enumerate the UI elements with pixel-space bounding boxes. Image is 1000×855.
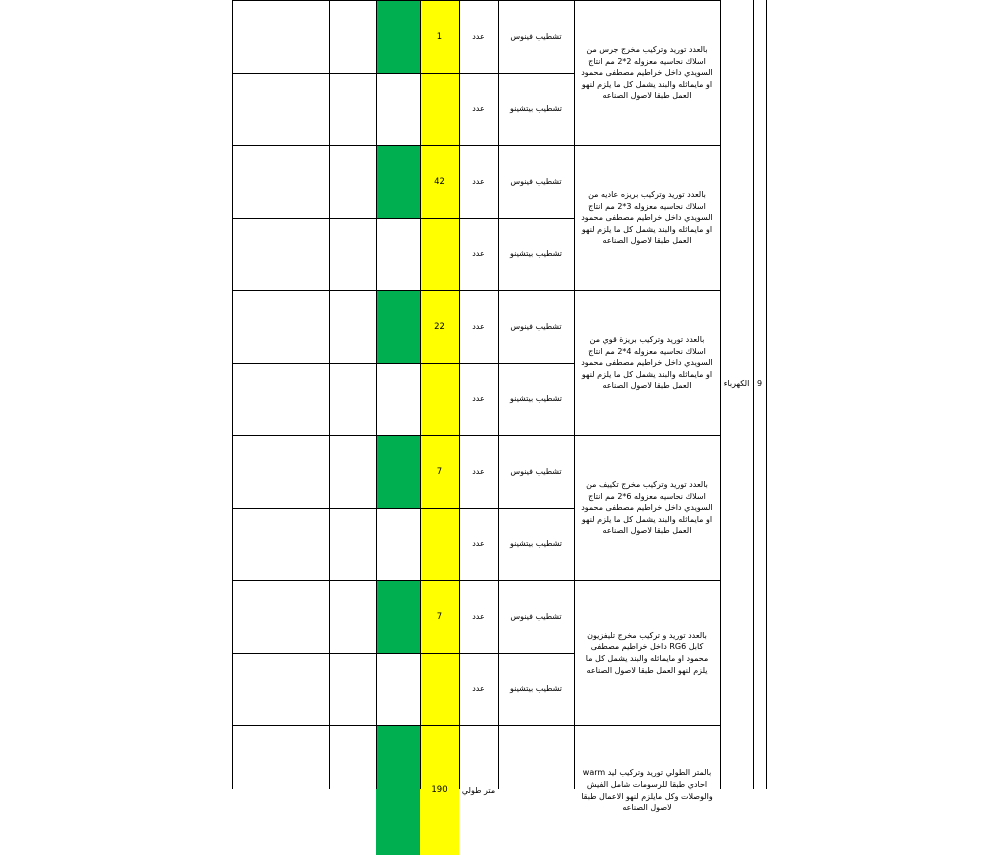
empty-cell	[329, 218, 376, 291]
status-cell	[376, 653, 420, 726]
item-description: بالعدد توريد وتركيب بريزة قوي من اسلاك نحاسيه معزوله 4*2 مم انتاج السويدي داخل خراطيم مصطفى محمود او مايماثله والبند يشمل كل ما يلزم لنهو العمل طبقا لاصول الصناعه	[574, 290, 720, 435]
finish-cell: تشطيب فينوس	[498, 145, 574, 218]
status-cell	[376, 145, 420, 218]
empty-cell	[233, 580, 329, 653]
finish-cell	[498, 725, 574, 855]
empty-cell	[329, 725, 376, 855]
empty-cell	[233, 508, 329, 581]
unit-cell: عدد	[459, 653, 498, 726]
status-cell	[376, 725, 420, 855]
status-cell	[376, 580, 420, 653]
unit-cell: عدد	[459, 145, 498, 218]
quantity-cell: 1	[420, 0, 459, 73]
quantity-cell: 190	[420, 725, 459, 855]
finish-cell: تشطيب فينوس	[498, 435, 574, 508]
empty-cell	[233, 290, 329, 363]
unit-cell: عدد	[459, 363, 498, 436]
item-description: بالمتر الطولي توريد وتركيب ليد warm احادي طبقا للرسومات شامل الفيش والوصلات وكل مايلزم لنهو الاعمال طبقا لاصول الصناعه	[574, 725, 720, 855]
quantity-cell	[420, 73, 459, 146]
quantity-cell	[420, 508, 459, 581]
unit-cell: عدد	[459, 0, 498, 73]
quantity-cell: 7	[420, 580, 459, 653]
item-description: بالعدد توريد وتركيب مخرج تكييف من اسلاك نحاسيه معزوله 6*2 مم انتاج السويدي داخل خراطيم مصطفى محمود او مايماثله والبند يشمل كل ما يلزم لنهو العمل طبقا لاصول الصناعه	[574, 435, 720, 580]
status-cell	[376, 363, 420, 436]
finish-cell: تشطيب بيتشينو	[498, 73, 574, 146]
status-cell	[376, 508, 420, 581]
column-divider	[720, 0, 721, 789]
finish-cell: تشطيب فينوس	[498, 290, 574, 363]
empty-cell	[233, 653, 329, 726]
empty-cell	[233, 363, 329, 436]
column-divider	[420, 0, 421, 789]
column-divider	[574, 0, 575, 789]
empty-cell	[233, 435, 329, 508]
empty-cell	[329, 580, 376, 653]
item-description: بالعدد توريد و تركيب مخرج تليفزيون كابل RG6 داخل خراطيم مصطفى محمود او مايماثله والبند يشمل كل ما يلزم لنهو العمل طبقا لاصول الصناعه	[574, 580, 720, 725]
category-number: 9	[756, 379, 763, 389]
status-cell	[376, 73, 420, 146]
empty-cell	[329, 435, 376, 508]
empty-cell	[233, 145, 329, 218]
column-divider	[753, 0, 754, 789]
empty-cell	[329, 508, 376, 581]
status-cell	[376, 290, 420, 363]
column-divider	[459, 0, 460, 789]
unit-cell: عدد	[459, 218, 498, 291]
unit-cell: عدد	[459, 290, 498, 363]
bill-of-quantities-sheet	[232, 0, 767, 813]
finish-cell: تشطيب بيتشينو	[498, 218, 574, 291]
status-cell	[376, 435, 420, 508]
empty-cell	[329, 145, 376, 218]
quantity-cell	[420, 363, 459, 436]
quantity-cell	[420, 218, 459, 291]
quantity-cell	[420, 653, 459, 726]
finish-cell: تشطيب بيتشينو	[498, 508, 574, 581]
finish-cell: تشطيب فينوس	[498, 580, 574, 653]
quantity-cell: 42	[420, 145, 459, 218]
empty-cell	[329, 290, 376, 363]
status-cell	[376, 218, 420, 291]
column-divider	[376, 0, 377, 789]
empty-cell	[233, 725, 329, 855]
status-cell	[376, 0, 420, 73]
empty-cell	[233, 73, 329, 146]
unit-cell: عدد	[459, 580, 498, 653]
item-description: بالعدد توريد وتركيب مخرج جرس من اسلاك نحاسيه معزوله 2*2 مم انتاج السويدي داخل خراطيم مصطفى محمود او مايماثله والبند يشمل كل ما يلزم لنهو العمل طبقا لاصول الصناعه	[574, 0, 720, 145]
quantity-cell: 22	[420, 290, 459, 363]
empty-cell	[233, 218, 329, 291]
empty-cell	[329, 363, 376, 436]
finish-cell: تشطيب بيتشينو	[498, 653, 574, 726]
unit-cell: عدد	[459, 73, 498, 146]
item-description: بالعدد توريد وتركيب بريزه عاديه من اسلاك نحاسيه معزوله 3*2 مم انتاج السويدي داخل خراطيم مصطفى محمود او مايماثله والبند يشمل كل ما يلزم لنهو العمل طبقا لاصول الصناعه	[574, 145, 720, 290]
unit-cell: عدد	[459, 508, 498, 581]
empty-cell	[233, 0, 329, 73]
finish-cell: تشطيب بيتشينو	[498, 363, 574, 436]
column-divider	[498, 0, 499, 789]
unit-cell: عدد	[459, 435, 498, 508]
quantity-cell: 7	[420, 435, 459, 508]
finish-cell: تشطيب فينوس	[498, 0, 574, 73]
unit-cell: متر طولي	[459, 725, 498, 855]
column-divider	[329, 0, 330, 789]
category-name: الكهرباء	[723, 379, 750, 389]
empty-cell	[329, 653, 376, 726]
empty-cell	[329, 0, 376, 73]
empty-cell	[329, 73, 376, 146]
